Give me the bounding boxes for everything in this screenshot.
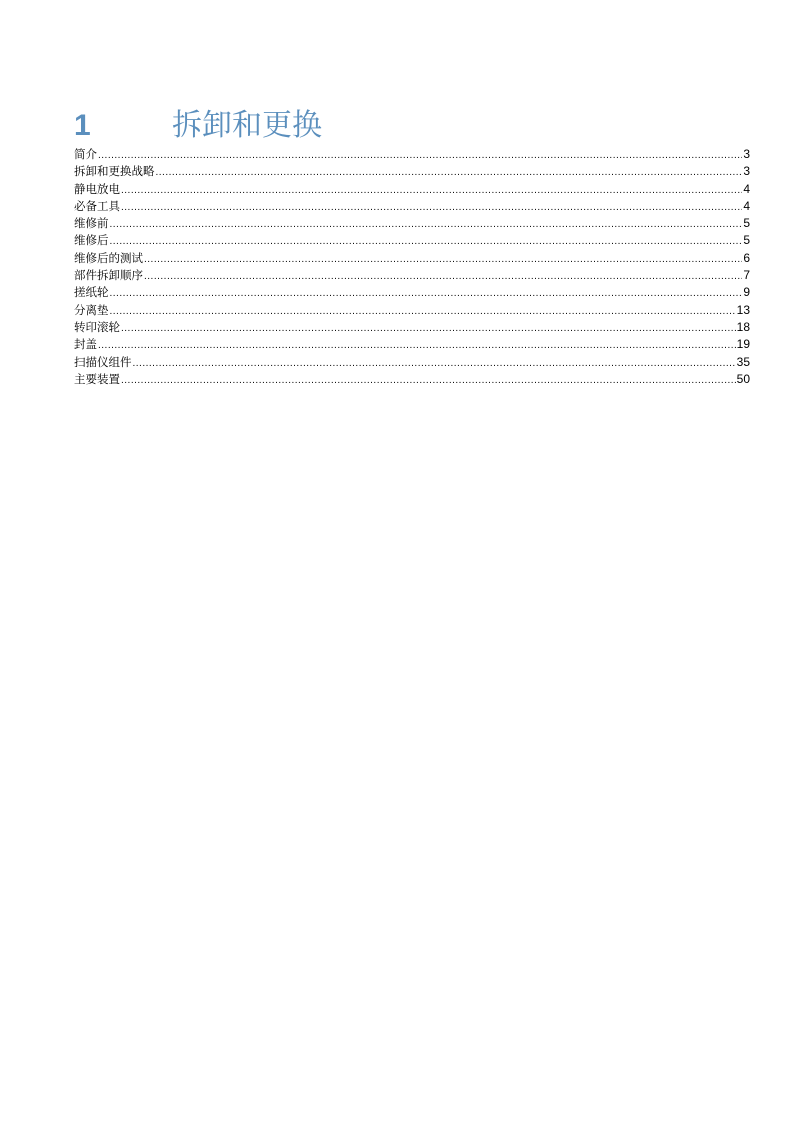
toc-entry-label: 部件拆卸顺序 — [74, 268, 143, 283]
toc-entry[interactable] — [74, 146, 750, 163]
toc-dot-leader — [110, 285, 743, 302]
toc-entry-label: 必备工具 — [74, 198, 120, 213]
toc-entry-page: 19 — [736, 337, 750, 352]
chapter-number: 1 — [74, 109, 91, 142]
toc-entry-label: 拆卸和更换战略 — [74, 164, 155, 179]
toc-entry[interactable] — [74, 354, 750, 371]
toc-dot-leader — [156, 164, 743, 181]
table-of-contents — [74, 146, 750, 388]
toc-entry-page: 3 — [743, 164, 750, 179]
toc-entry[interactable] — [74, 302, 750, 319]
toc-entry[interactable] — [74, 215, 750, 232]
toc-entry-page: 50 — [736, 371, 750, 386]
toc-entry-label: 维修后 — [74, 233, 109, 248]
toc-entry-page: 7 — [743, 268, 750, 283]
toc-entry-page: 18 — [736, 319, 750, 334]
toc-entry[interactable] — [74, 163, 750, 180]
toc-entry[interactable] — [74, 232, 750, 249]
toc-entry-label: 简介 — [74, 147, 97, 161]
chapter-heading — [74, 104, 754, 148]
toc-entry[interactable] — [74, 371, 750, 388]
toc-entry-page: 3 — [743, 147, 750, 161]
toc-entry-page: 5 — [743, 233, 750, 248]
toc-entry[interactable] — [74, 319, 750, 336]
toc-dot-leader — [110, 303, 736, 320]
toc-entry-label: 转印滚轮 — [74, 319, 120, 334]
toc-entry-label: 维修后的测试 — [74, 250, 143, 265]
toc-dot-leader — [121, 372, 736, 389]
toc-entry-label: 维修前 — [74, 216, 109, 231]
toc-entry-label: 静电放电 — [74, 181, 120, 196]
toc-dot-leader — [121, 199, 742, 216]
chapter-title: 拆卸和更换 — [172, 108, 322, 143]
toc-entry[interactable] — [74, 250, 750, 267]
toc-entry-page: 6 — [743, 250, 750, 265]
toc-entry-page: 13 — [736, 302, 750, 317]
toc-entry-label: 分离垫 — [74, 302, 109, 317]
toc-dot-leader — [110, 216, 743, 233]
toc-entry-page: 4 — [743, 181, 750, 196]
toc-entry[interactable] — [74, 198, 750, 215]
toc-entry-label: 搓纸轮 — [74, 285, 109, 300]
toc-dot-leader — [121, 182, 742, 199]
toc-dot-leader — [121, 320, 736, 337]
toc-entry-page: 35 — [736, 354, 750, 369]
toc-entry-page: 9 — [743, 285, 750, 300]
toc-dot-leader — [110, 233, 743, 250]
toc-dot-leader — [98, 147, 742, 164]
toc-entry[interactable] — [74, 181, 750, 198]
toc-dot-leader — [144, 268, 742, 285]
toc-entry-page: 5 — [743, 216, 750, 231]
toc-dot-leader — [144, 251, 742, 268]
toc-entry[interactable] — [74, 267, 750, 284]
toc-dot-leader — [133, 355, 736, 372]
toc-entry-label: 封盖 — [74, 337, 97, 352]
toc-entry-label: 主要装置 — [74, 371, 120, 386]
toc-entry-page: 4 — [743, 198, 750, 213]
toc-entry-label: 扫描仪组件 — [74, 354, 132, 369]
toc-dot-leader — [98, 337, 736, 354]
toc-entry[interactable] — [74, 336, 750, 353]
toc-entry[interactable] — [74, 284, 750, 301]
